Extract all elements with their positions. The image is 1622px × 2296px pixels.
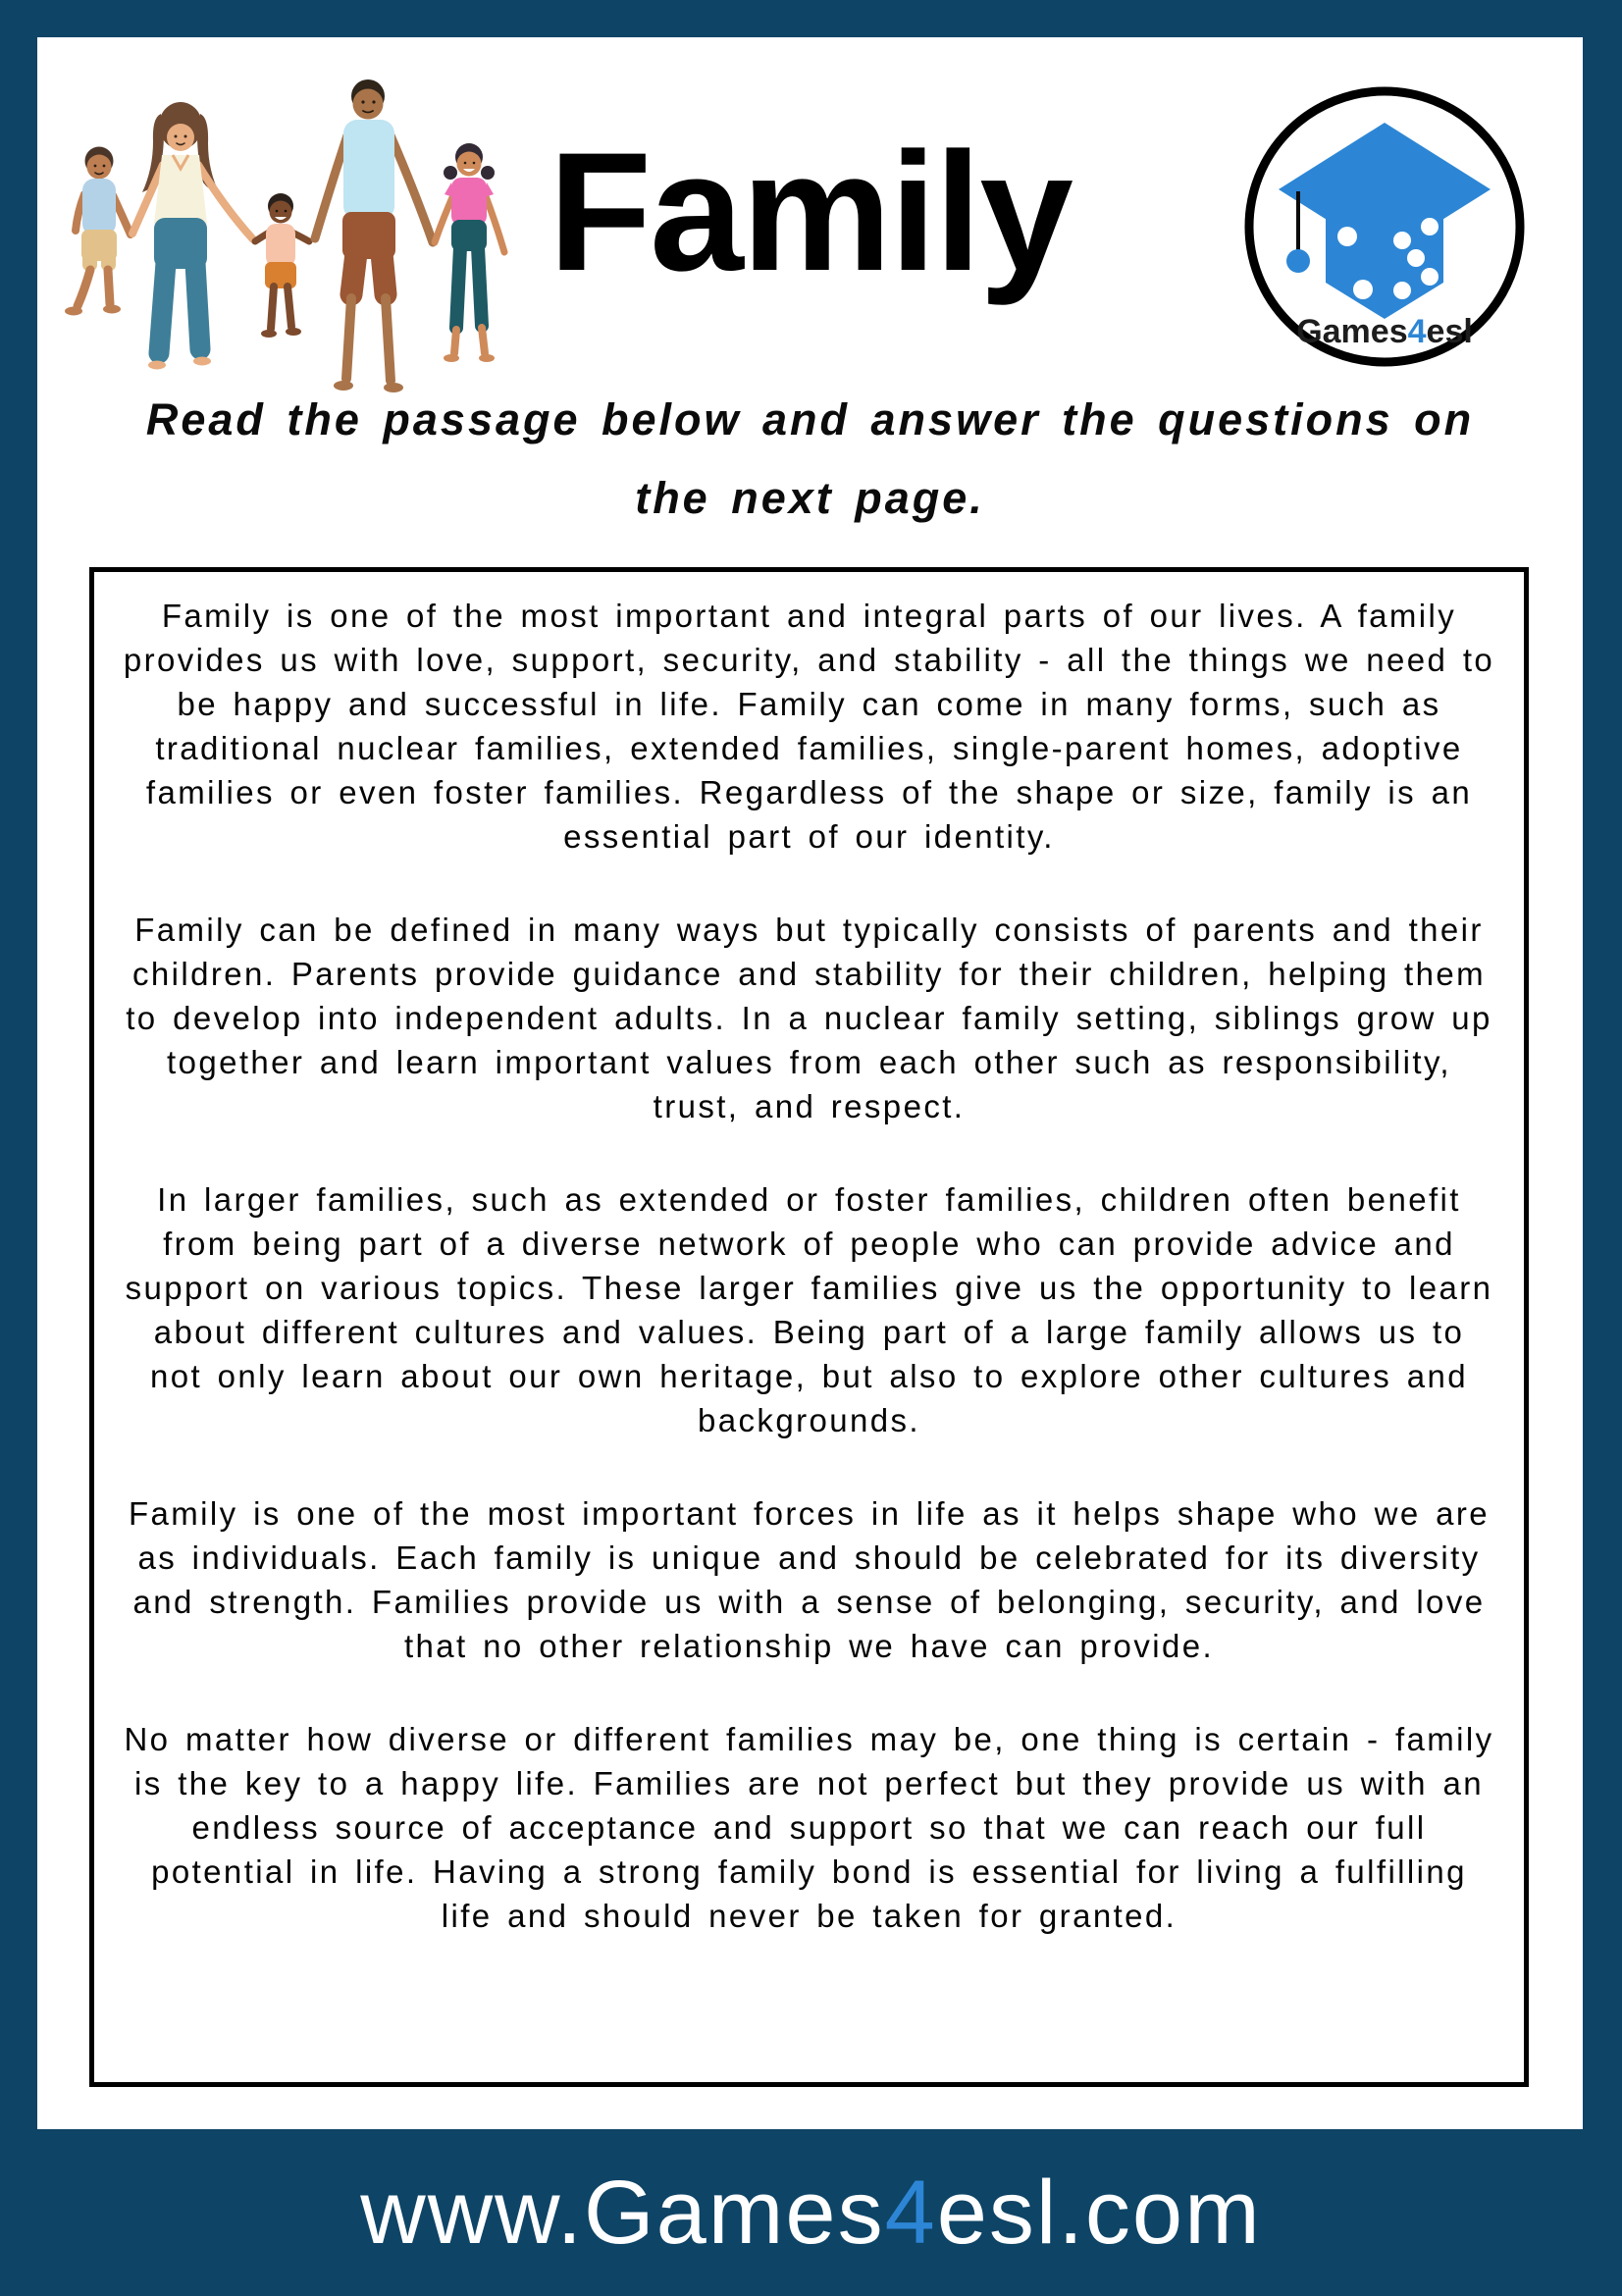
passage-paragraph: No matter how diverse or different families may be, one thing is certain - family is the key to a happy life. Families are not perfect but they provide us with an endless source of acceptance and support so that we can reach our full potential in life. Having a strong family bond is essential for living a fulfilling life and should never be taken for granted. — [124, 1721, 1494, 1934]
logo-text: Games4esl — [1296, 313, 1473, 350]
passage-paragraph: Family is one of the most important and integral parts of our lives. A family provides us with love, support, security, and stability - all the things we need to be happy and successful in life. Family can come in many forms, such as traditional nuclear families, extended families, single-parent homes, adoptive families or even foster families. Regardless of the shape or size, family is an essential part of our identity. — [123, 598, 1495, 855]
instruction-line-2: the next page. — [635, 473, 985, 523]
passage-paragraph: Family can be defined in many ways but typically consists of parents and their children. Parents provide guidance and stability for their children, helping them to develop into independent adults. In a nuclear family setting, siblings grow up together and learn important values from each other such as responsibility, trust, and respect. — [126, 912, 1492, 1124]
passage-paragraph: In larger families, such as extended or foster families, children often benefit from being part of a diverse network of people who can provide advice and support on various topics. These larger families give us the opportunity to learn about different cultures and values. Being part of a large family allows us to not only learn about our own heritage, but also to explore other cultures and backgrounds. — [125, 1181, 1493, 1438]
page-title: Family — [549, 118, 1072, 306]
footer — [0, 2129, 1622, 2296]
footer-url: www.Games4esl.com — [360, 2162, 1262, 2263]
instruction — [37, 381, 1583, 538]
instruction-line-1: Read the passage below and answer the questions on — [145, 394, 1475, 444]
paper-sheet — [37, 37, 1583, 2129]
passage-paragraph: Family is one of the most important forces in life as it helps shape who we are as individuals. Each family is unique and should be celebrated for its diversity and strength. Families provide us with a sense of belonging, security, and love that no other relationship we have can provide. — [128, 1495, 1491, 1664]
games4esl-logo — [1237, 81, 1532, 376]
passage-box — [89, 567, 1529, 2087]
